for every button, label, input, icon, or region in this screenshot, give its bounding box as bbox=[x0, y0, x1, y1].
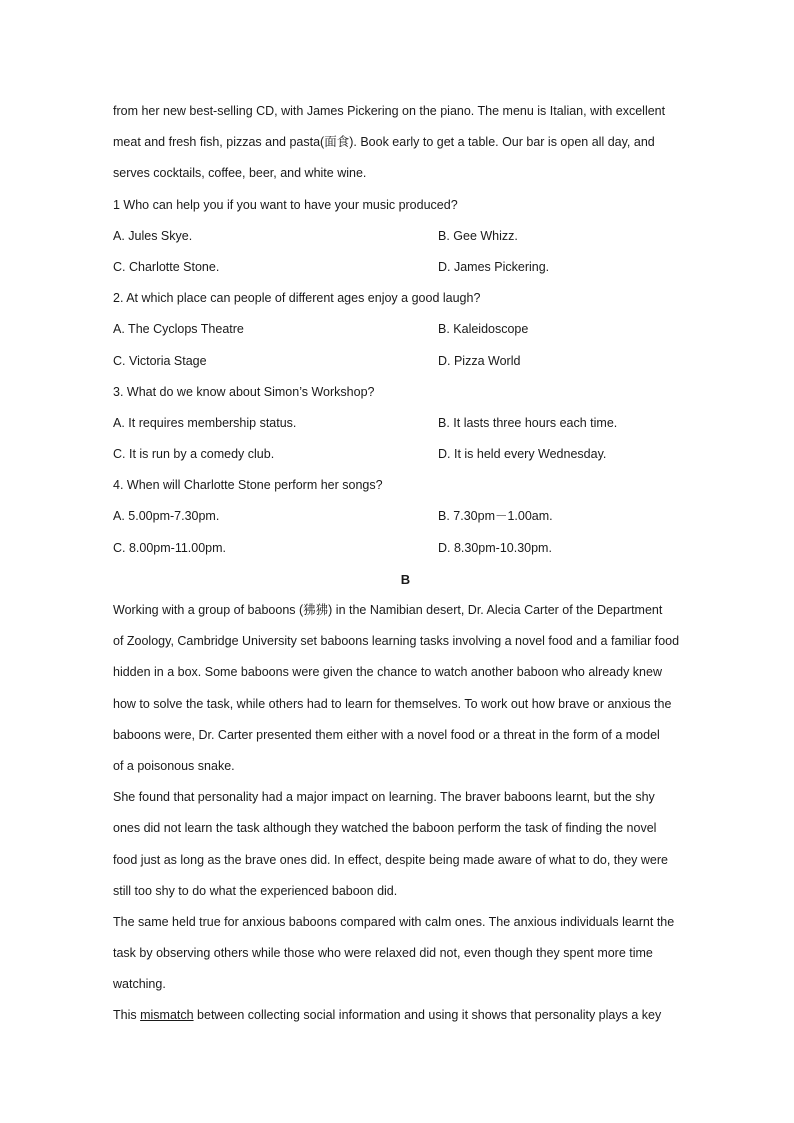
text-line: hidden in a box. Some baboons were given the chance to watch another baboon who already knew bbox=[113, 665, 662, 680]
text-line: from her new best-selling CD, with James Pickering on the piano. The menu is Italian, with excellent bbox=[113, 104, 666, 118]
option-a: A. The Cyclops Theatre bbox=[113, 322, 244, 337]
section-heading: B bbox=[400, 571, 411, 587]
text-line: serves cocktails, coffee, beer, and white wine. bbox=[113, 166, 367, 181]
text-line: baboons were, Dr. Carter presented them either with a novel food or a threat in the form of a model bbox=[113, 727, 660, 742]
text-line: of Zoology, Cambridge University set baboons learning tasks involving a novel food and a familiar food bbox=[113, 634, 680, 649]
option-c: C. Victoria Stage bbox=[113, 353, 207, 368]
question-stem: 3. What do we know about Simon’s Workshop? bbox=[113, 384, 375, 399]
underlined-word: mismatch bbox=[140, 1008, 194, 1023]
question-2 bbox=[113, 283, 698, 377]
option-d: D. 8.30pm-10.30pm. bbox=[438, 540, 552, 555]
option-c: C. 8.00pm-11.00pm. bbox=[113, 540, 227, 555]
option-c: C. It is run by a comedy club. bbox=[113, 447, 275, 462]
question-stem: 1 Who can help you if you want to have your music produced? bbox=[113, 197, 458, 212]
question-1 bbox=[113, 190, 698, 284]
text-line: watching. bbox=[113, 977, 166, 992]
option-b: B. 7.30pm－1.00am. bbox=[438, 509, 553, 524]
option-b: B. It lasts three hours each time. bbox=[438, 415, 618, 430]
text-line: She found that personality had a major impact on learning. The braver baboons learnt, but the shy bbox=[113, 790, 655, 805]
text-line: still too shy to do what the experienced baboon did. bbox=[113, 883, 398, 898]
text-line: how to solve the task, while others had to learn for themselves. To work out how brave or anxious the bbox=[113, 696, 672, 711]
passage-paragraph-1 bbox=[113, 595, 698, 782]
option-b: B. Kaleidoscope bbox=[438, 322, 529, 337]
passage-paragraph-2 bbox=[113, 782, 698, 907]
option-d: D. James Pickering. bbox=[438, 259, 550, 274]
text-line: ones did not learn the task although they watched the baboon perform the task of finding the novel bbox=[113, 821, 657, 836]
option-a: A. It requires membership status. bbox=[113, 415, 297, 430]
option-b: B. Gee Whizz. bbox=[438, 228, 518, 243]
option-d: D. Pizza World bbox=[438, 353, 521, 368]
document-page bbox=[113, 96, 698, 1032]
question-stem: 4. When will Charlotte Stone perform her songs? bbox=[113, 478, 383, 493]
text-line: task by observing others while those who were relaxed did not, even though they spent more time bbox=[113, 946, 653, 961]
text-line: The same held true for anxious baboons compared with calm ones. The anxious individuals learnt the bbox=[113, 914, 675, 929]
question-3 bbox=[113, 377, 698, 471]
text-segment: between collecting social information and using it shows that personality plays a key bbox=[193, 1008, 662, 1023]
intro-paragraph bbox=[113, 96, 698, 190]
text-line: Working with a group of baboons (狒狒) in the Namibian desert, Dr. Alecia Carter of the Department bbox=[113, 603, 663, 617]
text-line: of a poisonous snake. bbox=[113, 758, 235, 773]
option-c: C. Charlotte Stone. bbox=[113, 259, 220, 274]
option-d: D. It is held every Wednesday. bbox=[438, 447, 607, 462]
text-line: food just as long as the brave ones did. In effect, despite being made aware of what to do, they were bbox=[113, 852, 668, 867]
text-segment: This bbox=[113, 1008, 141, 1023]
question-4 bbox=[113, 470, 698, 564]
passage-paragraph-4 bbox=[113, 1000, 698, 1031]
option-a: A. Jules Skye. bbox=[113, 228, 193, 243]
question-stem: 2. At which place can people of different ages enjoy a good laugh? bbox=[113, 291, 481, 306]
option-a: A. 5.00pm-7.30pm. bbox=[113, 509, 220, 524]
passage-paragraph-3 bbox=[113, 907, 698, 1001]
text-line: meat and fresh fish, pizzas and pasta(面食). Book early to get a table. Our bar is open all day, and bbox=[113, 135, 655, 150]
